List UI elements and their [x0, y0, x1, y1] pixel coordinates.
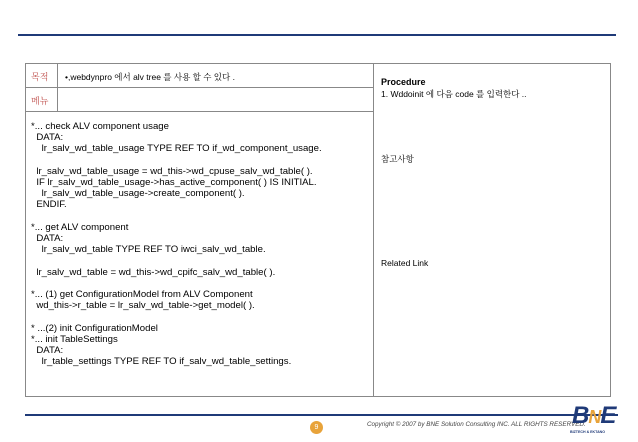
- menu-row: [26, 88, 373, 112]
- purpose-row: [26, 64, 373, 88]
- copyright-text: Copyright © 2007 by BNE Solution Consulting INC. ALL RIGHTS RESERVED.: [367, 421, 586, 428]
- menu-value: [59, 88, 373, 111]
- purpose-label: 목적: [26, 64, 58, 87]
- right-panel: [375, 64, 610, 396]
- related-link-title: Related Link: [381, 258, 429, 268]
- code-block: *... check ALV component usage DATA: lr_salv_wd_table_usage TYPE REF TO if_wd_component_usage. lr_salv_wd_table_usage = wd_this->wd_cpuse_salv_wd_table( ). IF lr_salv_wd_table_usage->has_active_component( ) IS INITIAL. lr_salv_wd_table_usage->create_component( ). ENDIF. *... get ALV component DATA: lr_salv_wd_table TYPE REF TO iwci_salv_wd_table. lr_salv_wd_table = wd_this->wd_cpifc_salv_wd_table( ). *... (1) get ConfigurationModel from ALV Component wd_this->r_table = lr_salv_wd_table->get_model( ). * ...(2) init ConfigurationModel *... init TableSettings DATA: lr_table_settings TYPE REF TO if_salv_wd_table_settings.: [31, 121, 322, 368]
- reference-title: 참고사항: [381, 154, 414, 164]
- bne-logo: [570, 403, 620, 439]
- procedure-step: 1. Wddoinit 에 다음 code 를 입력한다 ..: [381, 89, 527, 99]
- logo-letters: [572, 403, 615, 430]
- purpose-value: •,webdynpro 에서 alv tree 를 사용 할 수 있다 .: [65, 72, 235, 82]
- logo-letter-b: B: [572, 402, 589, 429]
- logo-subtitle: BIZTECH & EKTANO: [570, 430, 606, 434]
- page-number: 9: [310, 421, 323, 434]
- left-panel: [26, 64, 374, 396]
- menu-label: 메뉴: [26, 88, 58, 111]
- top-divider: [18, 34, 616, 36]
- bottom-divider: [25, 414, 618, 416]
- logo-letter-n: N: [588, 407, 601, 427]
- content-frame: [25, 63, 611, 397]
- logo-letter-e: E: [600, 402, 616, 429]
- procedure-title: Procedure: [381, 77, 426, 87]
